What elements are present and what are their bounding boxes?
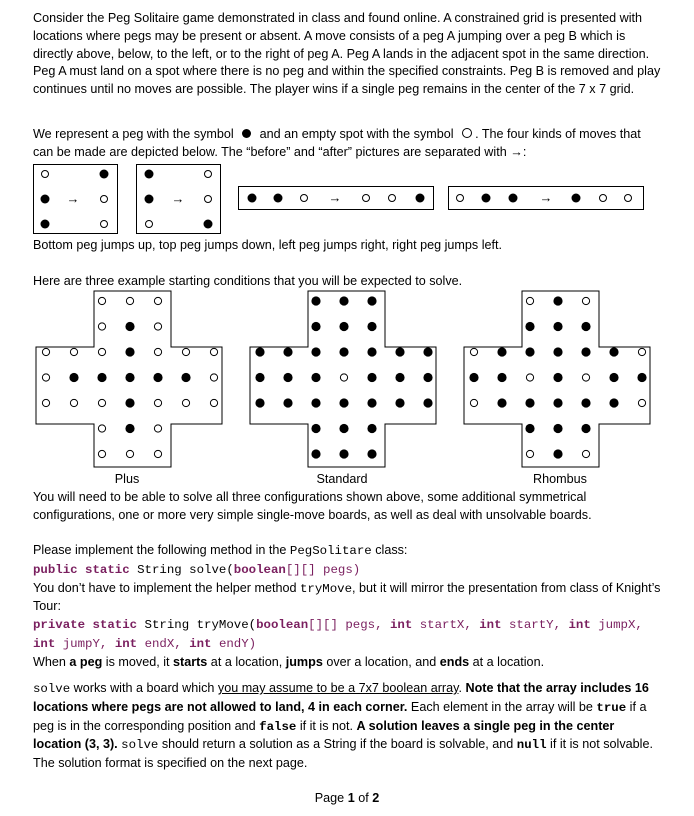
peg <box>609 373 618 382</box>
footer-text: of <box>354 791 373 805</box>
empty-hole <box>582 374 589 381</box>
code-true: true <box>596 700 627 715</box>
peg <box>482 194 491 203</box>
peg <box>41 220 50 229</box>
peg <box>339 398 348 407</box>
param-endy: endY) <box>218 636 257 651</box>
peg <box>367 424 376 433</box>
implement-text: Please implement the following method in the <box>33 543 290 557</box>
empty-hole <box>638 348 645 355</box>
code-solve: solve <box>121 738 159 753</box>
empty-hole <box>126 450 133 457</box>
param-jumpx: jumpX, <box>598 618 643 633</box>
peg <box>145 195 154 204</box>
peg-move-text: When <box>33 654 70 669</box>
empty-hole <box>182 399 189 406</box>
peg <box>609 398 618 407</box>
peg <box>274 194 283 203</box>
peg <box>367 347 376 356</box>
code-null: null <box>516 738 547 753</box>
peg <box>311 449 320 458</box>
peg <box>553 449 562 458</box>
peg <box>497 398 506 407</box>
solve-sig-return: String <box>137 562 182 577</box>
peg <box>395 347 404 356</box>
peg <box>423 398 432 407</box>
peg <box>553 322 562 331</box>
board-label-rhombus: Rhombus <box>533 472 587 486</box>
peg <box>553 398 562 407</box>
peg-move-bold: starts <box>173 654 208 669</box>
peg-move-text: at a location, <box>207 654 286 669</box>
empty-hole <box>154 399 161 406</box>
text: works with a board which <box>70 681 218 695</box>
peg <box>469 373 478 382</box>
peg <box>125 424 134 433</box>
peg-move-bold: a peg <box>69 654 103 669</box>
empty-hole <box>526 297 533 304</box>
peg <box>100 170 109 179</box>
trymove-sig-p1: [][] pegs, <box>308 618 390 633</box>
footer-text: Page <box>314 791 348 805</box>
empty-hole <box>154 348 161 355</box>
empty-hole <box>624 194 632 202</box>
peg <box>395 398 404 407</box>
empty-hole <box>154 450 161 457</box>
arrow-icon: → <box>510 144 523 159</box>
text: if it is not. <box>296 718 357 733</box>
peg <box>367 322 376 331</box>
peg <box>311 398 320 407</box>
empty-hole <box>98 425 105 432</box>
peg <box>125 398 134 407</box>
int-kw: int <box>389 618 413 633</box>
peg <box>553 373 562 382</box>
empty-hole <box>582 450 589 457</box>
empty-hole <box>98 399 105 406</box>
empty-hole <box>204 195 212 203</box>
symbols-text-1: We represent a peg with the symbol <box>33 127 234 141</box>
peg <box>283 347 292 356</box>
board-label-standard: Standard <box>316 472 368 486</box>
int-kw: int <box>189 636 212 651</box>
trymove-sig-bool: boolean <box>256 618 309 633</box>
peg <box>637 373 646 382</box>
symbols-paragraph <box>33 126 663 162</box>
peg <box>525 424 534 433</box>
empty-hole <box>126 297 133 304</box>
peg <box>283 373 292 382</box>
empty-hole <box>210 399 217 406</box>
text: if a peg is in the corresponding position and <box>33 699 647 733</box>
text: . <box>458 681 466 695</box>
peg <box>311 424 320 433</box>
peg <box>125 373 134 382</box>
peg <box>395 373 404 382</box>
empty-hole <box>154 425 161 432</box>
peg <box>339 296 348 305</box>
solve-sig-param: [][] pegs) <box>285 562 361 577</box>
peg <box>181 373 190 382</box>
peg <box>581 398 590 407</box>
peg <box>553 296 562 305</box>
helper-text-end: , but it will mirror the presentation from class of Knight’s Tour: <box>33 580 661 614</box>
param-starty: startY, <box>508 618 569 633</box>
helper-name: tryMove <box>299 581 353 596</box>
peg <box>581 347 590 356</box>
peg <box>525 347 534 356</box>
peg <box>283 398 292 407</box>
empty-hole <box>638 399 645 406</box>
peg <box>367 373 376 382</box>
peg-move-text: over a location, and <box>322 654 440 669</box>
solve-sig-name: solve( <box>189 562 234 577</box>
empty-hole <box>98 348 105 355</box>
peg <box>367 449 376 458</box>
peg <box>339 424 348 433</box>
peg <box>255 373 264 382</box>
peg-symbol-icon <box>242 129 251 138</box>
empty-hole <box>42 348 49 355</box>
empty-hole <box>388 194 396 202</box>
peg <box>525 322 534 331</box>
empty-hole <box>210 374 217 381</box>
peg <box>255 347 264 356</box>
peg <box>311 296 320 305</box>
param-jumpy: jumpY, <box>62 636 115 651</box>
text: Each element in the array will be <box>407 699 597 714</box>
solve-all-paragraph: You will need to be able to solve all three configurations shown above, some additional symmetrical configurations, one or more very simple single-move boards, as well as deal with unsolvable boards. <box>33 490 592 522</box>
peg <box>125 347 134 356</box>
code-false: false <box>259 719 297 734</box>
peg <box>497 373 506 382</box>
peg <box>581 322 590 331</box>
trymove-sig-keywords: private static <box>33 618 138 633</box>
symbols-text-4: : <box>522 144 527 159</box>
symbols-text-2: and an empty spot with the symbol <box>259 127 454 141</box>
param-startx: startX, <box>419 618 480 633</box>
empty-hole <box>470 399 477 406</box>
empty-hole <box>154 297 161 304</box>
class-name: PegSolitare <box>289 544 372 558</box>
examples-intro: Here are three example starting conditions that you will be expected to solve. <box>33 274 463 288</box>
solve-sig-keywords: public static <box>33 562 130 577</box>
peg <box>423 347 432 356</box>
text: if it is not solvable. The solution format is specified on the next page. <box>33 737 653 771</box>
peg <box>509 194 518 203</box>
peg <box>339 347 348 356</box>
implement-paragraph <box>33 542 663 672</box>
peg <box>41 195 50 204</box>
peg <box>572 194 581 203</box>
arrow-icon: → <box>539 189 553 205</box>
peg <box>423 373 432 382</box>
peg <box>581 424 590 433</box>
peg <box>255 398 264 407</box>
peg <box>609 347 618 356</box>
peg <box>145 170 154 179</box>
peg-move-bold: jumps <box>285 654 323 669</box>
peg-move-bold: ends <box>439 654 470 669</box>
board-standard <box>250 291 436 466</box>
empty-hole <box>100 220 108 228</box>
peg <box>311 373 320 382</box>
empty-hole <box>98 323 105 330</box>
intro-paragraph: Consider the Peg Solitaire game demonstrated in class and found online. A constrained grid is presented with locations where pegs may be present or absent. A move consists of a peg A jumping over a peg B which is directly above, below, to the left, or to the right of peg A. Peg A lands in the adjacent spot in the same direction. Peg A must land on a spot where there is no peg and within the specified constraints. Peg B is removed and play continues until no moves are possible. The player wins if a single peg remains in the center of the 7 x 7 grid. <box>33 11 661 97</box>
peg <box>416 194 425 203</box>
peg <box>553 347 562 356</box>
board-plus <box>36 291 222 466</box>
peg <box>367 398 376 407</box>
int-kw: int <box>479 618 502 633</box>
peg <box>311 347 320 356</box>
peg <box>153 373 162 382</box>
empty-hole <box>470 348 477 355</box>
peg-move-text: at a location. <box>469 654 545 669</box>
page-footer <box>0 791 694 805</box>
int-kw: int <box>568 618 591 633</box>
empty-hole <box>145 220 153 228</box>
int-kw: int <box>33 636 56 651</box>
empty-hole <box>204 170 212 178</box>
peg <box>339 449 348 458</box>
empty-hole <box>210 348 217 355</box>
board-rhombus <box>464 291 650 466</box>
empty-hole <box>362 194 370 202</box>
page-number: 1 <box>347 791 355 805</box>
peg <box>497 347 506 356</box>
empty-hole <box>582 297 589 304</box>
empty-symbol-icon <box>462 128 472 138</box>
empty-hole <box>340 374 347 381</box>
empty-hole <box>456 194 464 202</box>
int-kw: int <box>114 636 138 651</box>
empty-hole <box>100 195 108 203</box>
bold-text: Note that the array includes 16 locations where pegs are not allowed to land, 4 in each corner. <box>33 681 649 714</box>
empty-hole <box>70 399 77 406</box>
peg <box>69 373 78 382</box>
empty-hole <box>42 399 49 406</box>
empty-hole <box>98 297 105 304</box>
peg <box>204 220 213 229</box>
helper-text: You don’t have to implement the helper method <box>33 580 300 595</box>
code-solve: solve <box>33 682 71 696</box>
symbols-text-3: . The four kinds of moves that can be made are depicted below. The “before” and “after” pictures are separated with <box>33 127 641 159</box>
implement-text-end: class: <box>371 543 408 557</box>
peg <box>97 373 106 382</box>
arrow-icon: → <box>66 190 80 206</box>
empty-hole <box>70 348 77 355</box>
empty-hole <box>42 374 49 381</box>
peg <box>525 398 534 407</box>
arrow-icon: → <box>171 190 185 206</box>
peg-move-text: is moved, it <box>102 654 173 669</box>
empty-hole <box>154 323 161 330</box>
empty-hole <box>526 450 533 457</box>
peg <box>125 322 134 331</box>
board-label-plus: Plus <box>114 472 140 486</box>
peg <box>553 424 562 433</box>
underlined-text: you may assume to be a 7x7 boolean array <box>217 681 459 695</box>
peg <box>339 322 348 331</box>
param-endx: endX, <box>144 636 190 651</box>
trymove-sig-name: String tryMove( <box>144 618 257 633</box>
empty-hole <box>526 374 533 381</box>
empty-hole <box>182 348 189 355</box>
peg <box>311 322 320 331</box>
empty-hole <box>599 194 607 202</box>
empty-hole <box>300 194 308 202</box>
arrow-icon: → <box>328 189 342 205</box>
page-total: 2 <box>372 791 380 805</box>
empty-hole <box>41 170 49 178</box>
moves-caption: Bottom peg jumps up, top peg jumps down, left peg jumps right, right peg jumps left. <box>33 238 503 252</box>
solve-paragraph <box>33 680 663 773</box>
bold-text: A solution leaves a single peg in the center location (3, 3). <box>33 718 615 752</box>
text: should return a solution as a String if the board is solvable, and <box>158 737 517 752</box>
peg <box>367 296 376 305</box>
solve-sig-param-type: boolean <box>233 562 286 577</box>
peg <box>248 194 257 203</box>
empty-hole <box>98 450 105 457</box>
